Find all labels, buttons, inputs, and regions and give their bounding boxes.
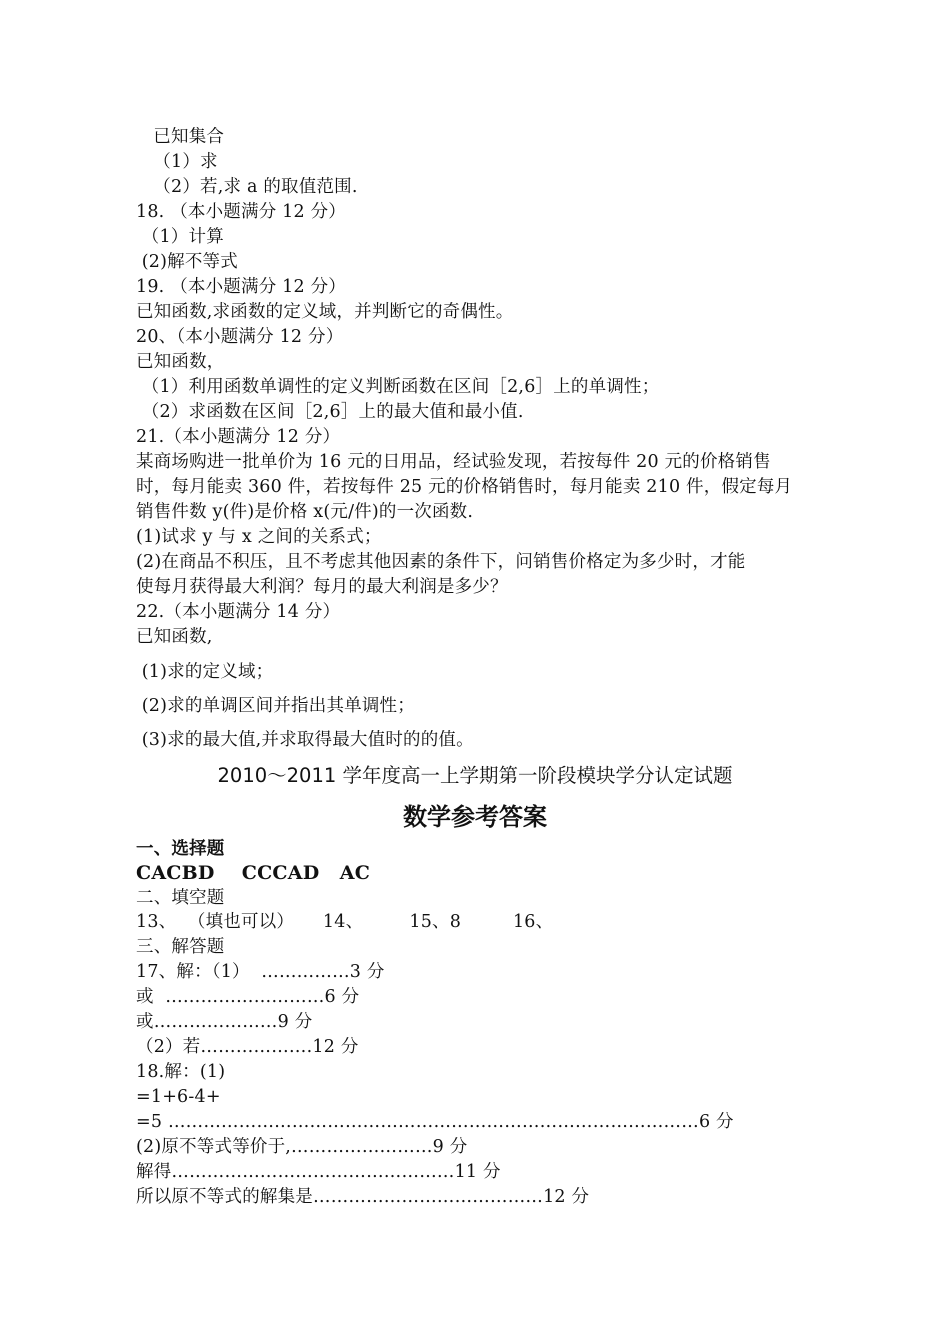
q18-part2: (2)解不等式 bbox=[136, 252, 238, 272]
solution-line: 或 ………………………6 分 bbox=[136, 987, 360, 1007]
q20-text: 已知函数， bbox=[136, 352, 225, 372]
solution-line: 17、解：（1） ……………3 分 bbox=[136, 962, 385, 982]
q18-heading: 18. （本小题满分 12 分） bbox=[136, 202, 346, 222]
choice-answers: CACBD CCCAD AC bbox=[136, 862, 371, 884]
section-choice-heading: 一、选择题 bbox=[136, 839, 225, 859]
q21-part2-b: 使每月获得最大利润？每月的最大利润是多少？ bbox=[136, 577, 508, 597]
fill-answers: 13、 （填也可以） 14、 15、8 16、 bbox=[136, 912, 554, 932]
q21-text-2: 时，每月能卖 360 件，若按每件 25 元的价格销售时，每月能卖 210 件，假定每月 bbox=[136, 477, 793, 497]
q17-part1: （1）求 bbox=[136, 152, 218, 172]
q21-heading: 21.（本小题满分 12 分） bbox=[136, 427, 341, 447]
solution-line: 18.解：(1) bbox=[136, 1062, 226, 1082]
q17-text: 已知集合 bbox=[136, 127, 225, 147]
solution-line: =1+6-4+ bbox=[136, 1087, 221, 1107]
q22-heading: 22.（本小题满分 14 分） bbox=[136, 602, 341, 622]
solution-line: 解得…………………………………………11 分 bbox=[136, 1162, 501, 1182]
q22-part1: (1)求的定义域； bbox=[136, 662, 274, 682]
q20-part1: （1）利用函数单调性的定义判断函数在区间［2,6］上的单调性； bbox=[136, 377, 660, 397]
q22-part2: (2)求的单调区间并指出其单调性； bbox=[136, 696, 415, 716]
q21-text-1: 某商场购进一批单价为 16 元的日用品，经试验发现，若按每件 20 元的价格销售 bbox=[136, 452, 771, 472]
q21-text-3: 销售件数 y(件)是价格 x(元/件)的一次函数. bbox=[136, 502, 474, 522]
section-solve-heading: 三、解答题 bbox=[136, 937, 225, 957]
q22-text: 已知函数, bbox=[136, 627, 213, 647]
answer-title: 2010～2011 学年度高一上学期第一阶段模块学分认定试题 bbox=[217, 764, 733, 787]
solution-line: 或…………………9 分 bbox=[136, 1012, 313, 1032]
answer-subtitle: 数学参考答案 bbox=[403, 803, 547, 831]
section-fill-heading: 二、填空题 bbox=[136, 888, 225, 908]
q20-heading: 20、（本小题满分 12 分） bbox=[136, 327, 344, 347]
q21-part2-a: (2)在商品不积压，且不考虑其他因素的条件下，问销售价格定为多少时，才能 bbox=[136, 552, 746, 572]
q19-text: 已知函数,求函数的定义域，并判断它的奇偶性。 bbox=[136, 302, 514, 322]
q21-part1: (1)试求 y 与 x 之间的关系式； bbox=[136, 527, 382, 547]
q22-part3: (3)求的最大值,并求取得最大值时的的值。 bbox=[136, 730, 474, 750]
q18-part1: （1）计算 bbox=[136, 227, 224, 247]
q20-part2: （2）求函数在区间［2,6］上的最大值和最小值. bbox=[136, 402, 524, 422]
solution-line: （2）若……………….12 分 bbox=[136, 1037, 359, 1057]
q17-part2: （2）若,求 a 的取值范围. bbox=[136, 177, 358, 197]
solution-line: =5 ………………………………………………………………………………6 分 bbox=[136, 1112, 734, 1132]
solution-line: 所以原不等式的解集是…………………………………12 分 bbox=[136, 1187, 590, 1207]
solution-line: (2)原不等式等价于,……………………9 分 bbox=[136, 1137, 468, 1157]
q19-heading: 19. （本小题满分 12 分） bbox=[136, 277, 346, 297]
